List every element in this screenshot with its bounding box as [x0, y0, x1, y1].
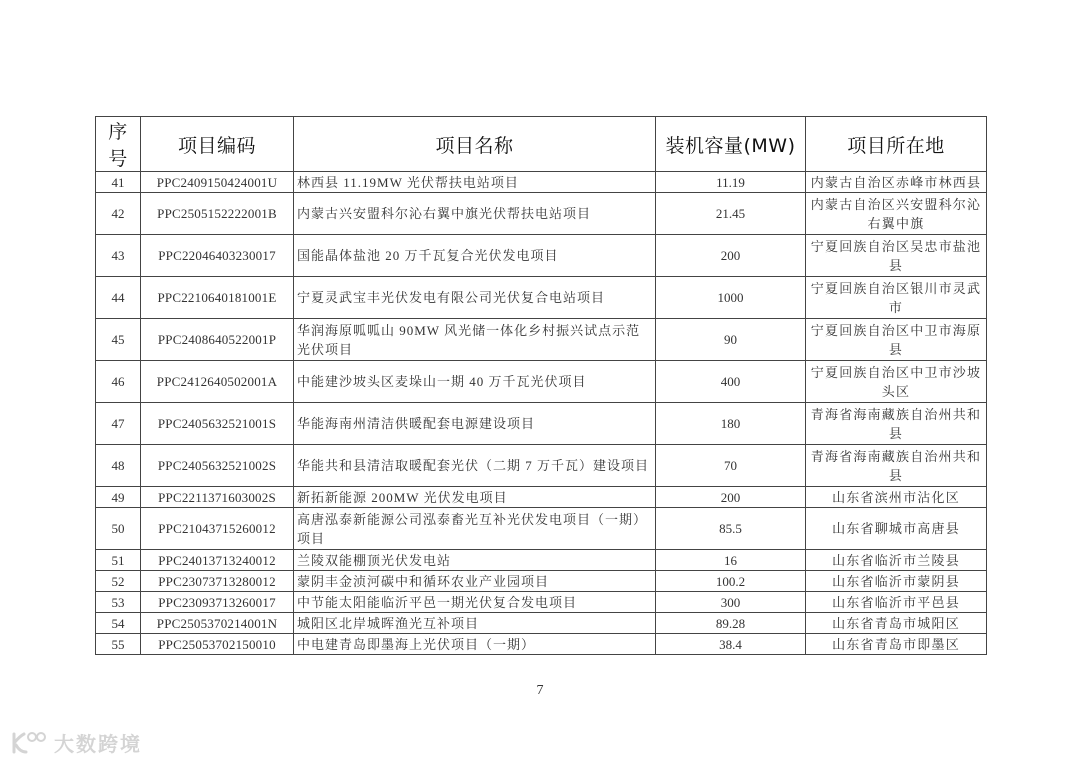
- cell-code: PPC23073713280012: [141, 571, 294, 592]
- cell-code: PPC25053702150010: [141, 634, 294, 655]
- k100-logo-icon: [10, 730, 48, 756]
- cell-code: PPC2405632521001S: [141, 403, 294, 445]
- cell-capacity: 90: [656, 319, 806, 361]
- page-number: 7: [536, 683, 544, 698]
- cell-name: 华能海南州清洁供暖配套电源建设项目: [294, 403, 656, 445]
- cell-capacity: 100.2: [656, 571, 806, 592]
- cell-location: 内蒙古自治区兴安盟科尔沁右翼中旗: [806, 193, 987, 235]
- cell-no: 53: [96, 592, 141, 613]
- cell-location: 山东省临沂市蒙阴县: [806, 571, 987, 592]
- cell-location: 内蒙古自治区赤峰市林西县: [806, 172, 987, 193]
- project-table: [95, 116, 987, 655]
- cell-capacity: 180: [656, 403, 806, 445]
- cell-location: 宁夏回族自治区中卫市沙坡头区: [806, 361, 987, 403]
- cell-name: 城阳区北岸城晖渔光互补项目: [294, 613, 656, 634]
- cell-capacity: 300: [656, 592, 806, 613]
- cell-location: 宁夏回族自治区银川市灵武市: [806, 277, 987, 319]
- cell-name: 高唐泓泰新能源公司泓泰畜光互补光伏发电项目（一期）项目: [294, 508, 656, 550]
- cell-location: 山东省聊城市高唐县: [806, 508, 987, 550]
- cell-no: 54: [96, 613, 141, 634]
- table-row: [96, 319, 987, 361]
- cell-name: 兰陵双能棚顶光伏发电站: [294, 550, 656, 571]
- table-row: [96, 403, 987, 445]
- cell-capacity: 1000: [656, 277, 806, 319]
- cell-location: 宁夏回族自治区吴忠市盐池县: [806, 235, 987, 277]
- cell-name: 宁夏灵武宝丰光伏发电有限公司光伏复合电站项目: [294, 277, 656, 319]
- cell-code: PPC2405632521002S: [141, 445, 294, 487]
- cell-code: PPC23093713260017: [141, 592, 294, 613]
- header-code: 项目编码: [141, 117, 294, 172]
- cell-capacity: 38.4: [656, 634, 806, 655]
- cell-name: 华能共和县清洁取暖配套光伏（二期 7 万千瓦）建设项目: [294, 445, 656, 487]
- cell-no: 45: [96, 319, 141, 361]
- table-row: [96, 193, 987, 235]
- cell-capacity: 200: [656, 487, 806, 508]
- cell-location: 山东省临沂市平邑县: [806, 592, 987, 613]
- cell-no: 44: [96, 277, 141, 319]
- cell-no: 52: [96, 571, 141, 592]
- cell-name: 华润海原呱呱山 90MW 风光储一体化乡村振兴试点示范光伏项目: [294, 319, 656, 361]
- cell-name: 国能晶体盐池 20 万千瓦复合光伏发电项目: [294, 235, 656, 277]
- cell-name: 新拓新能源 200MW 光伏发电项目: [294, 487, 656, 508]
- cell-code: PPC2409150424001U: [141, 172, 294, 193]
- cell-location: 青海省海南藏族自治州共和县: [806, 445, 987, 487]
- table-row: [96, 361, 987, 403]
- cell-location: 山东省青岛市城阳区: [806, 613, 987, 634]
- cell-no: 51: [96, 550, 141, 571]
- cell-no: 55: [96, 634, 141, 655]
- watermark-text: 大数跨境: [54, 732, 142, 756]
- table-row: [96, 235, 987, 277]
- table-row: [96, 634, 987, 655]
- cell-code: PPC21043715260012: [141, 508, 294, 550]
- cell-no: 49: [96, 487, 141, 508]
- table-row: [96, 172, 987, 193]
- cell-capacity: 11.19: [656, 172, 806, 193]
- cell-no: 42: [96, 193, 141, 235]
- cell-name: 中能建沙坡头区麦垛山一期 40 万千瓦光伏项目: [294, 361, 656, 403]
- cell-capacity: 89.28: [656, 613, 806, 634]
- table-row: [96, 550, 987, 571]
- cell-capacity: 85.5: [656, 508, 806, 550]
- cell-no: 47: [96, 403, 141, 445]
- cell-capacity: 70: [656, 445, 806, 487]
- cell-code: PPC2210640181001E: [141, 277, 294, 319]
- table-row: [96, 487, 987, 508]
- cell-no: 50: [96, 508, 141, 550]
- cell-capacity: 400: [656, 361, 806, 403]
- cell-location: 山东省临沂市兰陵县: [806, 550, 987, 571]
- table-row: [96, 613, 987, 634]
- cell-location: 青海省海南藏族自治州共和县: [806, 403, 987, 445]
- table-row: [96, 445, 987, 487]
- cell-capacity: 200: [656, 235, 806, 277]
- header-name: 项目名称: [294, 117, 656, 172]
- cell-no: 41: [96, 172, 141, 193]
- cell-code: PPC2211371603002S: [141, 487, 294, 508]
- cell-location: 宁夏回族自治区中卫市海原县: [806, 319, 987, 361]
- cell-no: 46: [96, 361, 141, 403]
- cell-code: PPC2505370214001N: [141, 613, 294, 634]
- cell-no: 48: [96, 445, 141, 487]
- table-row: [96, 592, 987, 613]
- cell-code: PPC2505152222001B: [141, 193, 294, 235]
- cell-code: PPC2412640502001A: [141, 361, 294, 403]
- table-row: [96, 508, 987, 550]
- cell-location: 山东省青岛市即墨区: [806, 634, 987, 655]
- cell-no: 43: [96, 235, 141, 277]
- cell-location: 山东省滨州市沾化区: [806, 487, 987, 508]
- cell-name: 中电建青岛即墨海上光伏项目（一期）: [294, 634, 656, 655]
- cell-code: PPC2408640522001P: [141, 319, 294, 361]
- cell-name: 林西县 11.19MW 光伏帮扶电站项目: [294, 172, 656, 193]
- cell-code: PPC24013713240012: [141, 550, 294, 571]
- header-capacity: 装机容量(MW): [656, 117, 806, 172]
- watermark: [10, 728, 142, 757]
- cell-name: 内蒙古兴安盟科尔沁右翼中旗光伏帮扶电站项目: [294, 193, 656, 235]
- cell-code: PPC22046403230017: [141, 235, 294, 277]
- cell-name: 中节能太阳能临沂平邑一期光伏复合发电项目: [294, 592, 656, 613]
- header-no: 序号: [96, 117, 141, 172]
- cell-name: 蒙阴丰金浈河碳中和循环农业产业园项目: [294, 571, 656, 592]
- table-row: [96, 571, 987, 592]
- cell-capacity: 21.45: [656, 193, 806, 235]
- table-row: [96, 277, 987, 319]
- cell-capacity: 16: [656, 550, 806, 571]
- table-header-row: [96, 117, 987, 172]
- header-location: 项目所在地: [806, 117, 987, 172]
